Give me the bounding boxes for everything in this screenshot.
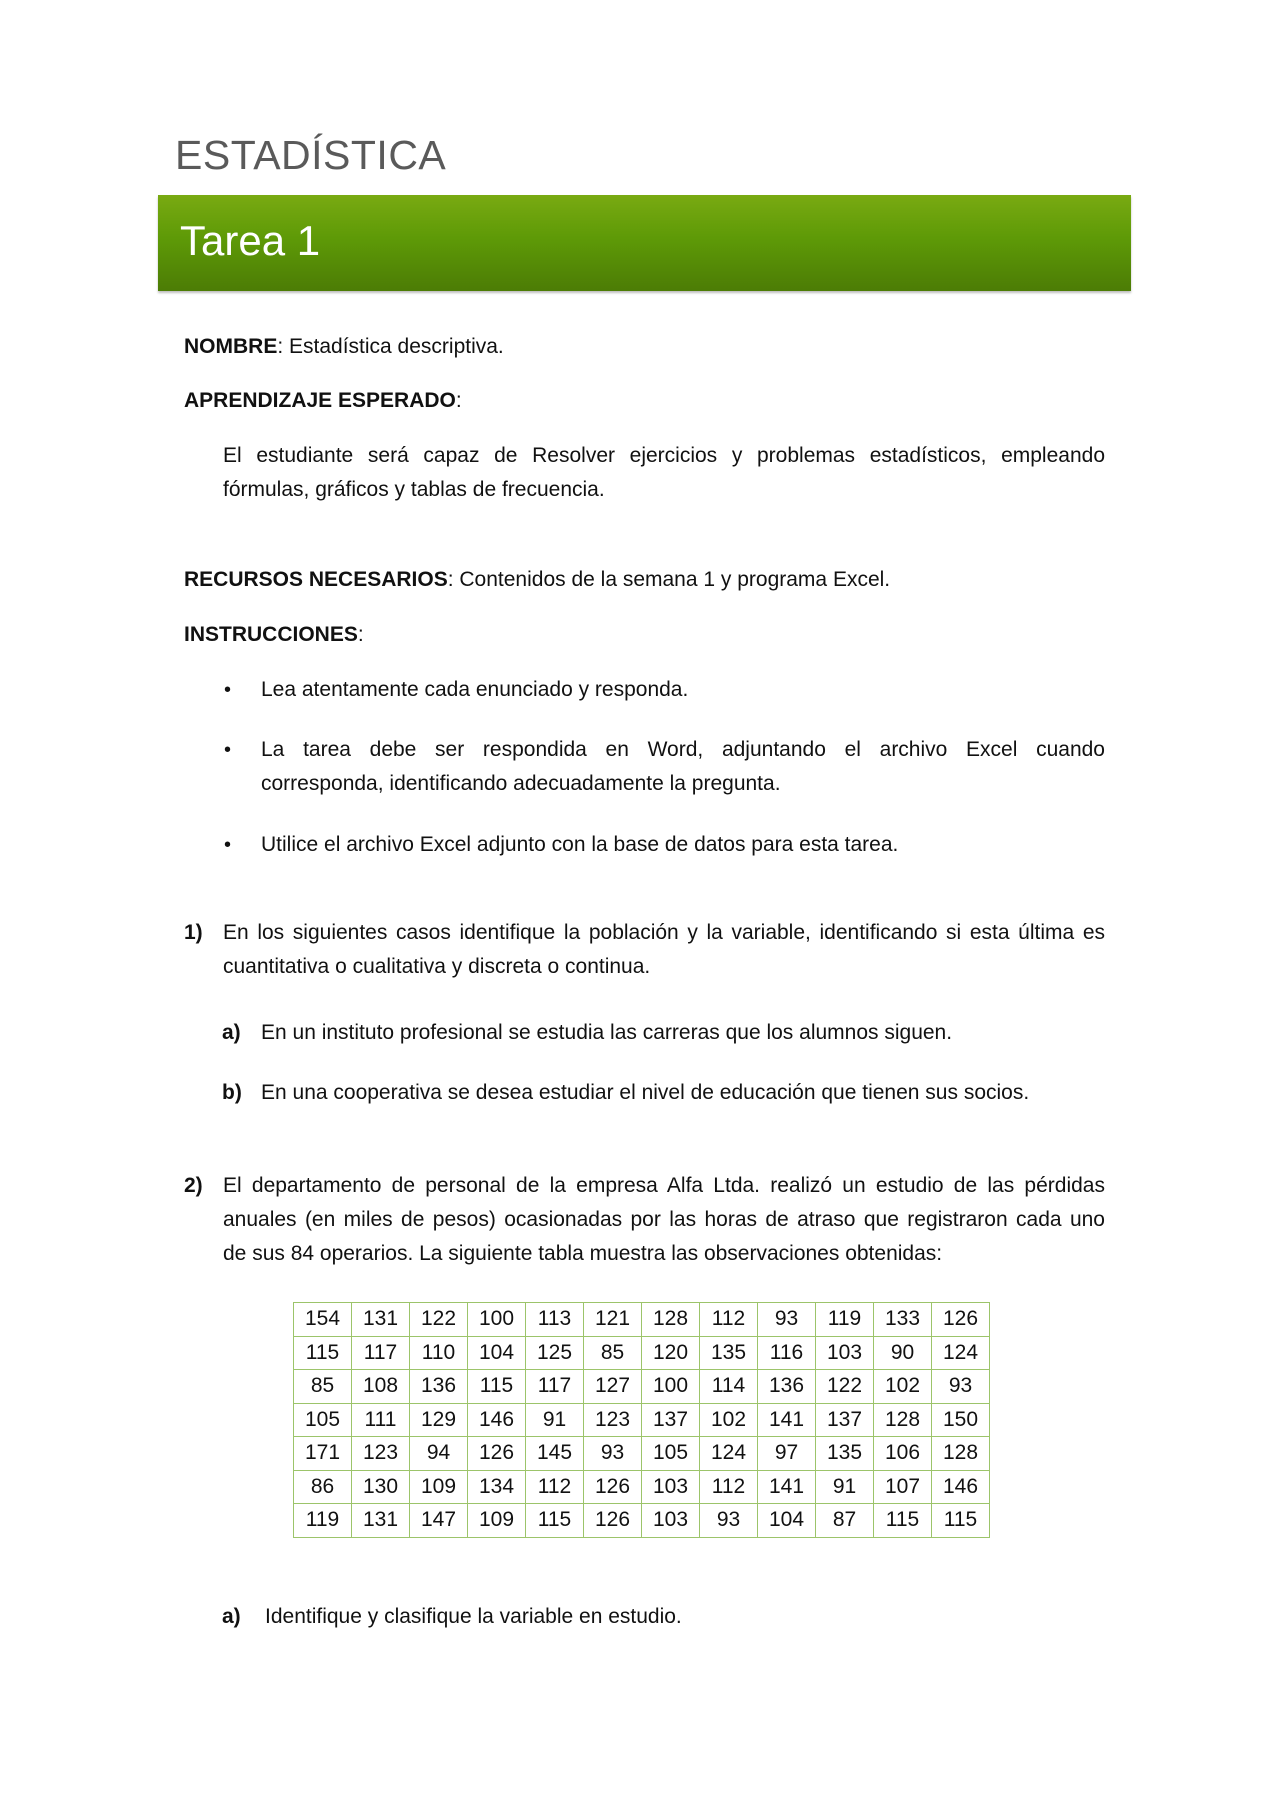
table-cell: 128	[874, 1403, 932, 1437]
table-cell: 130	[352, 1470, 410, 1504]
table-cell: 137	[816, 1403, 874, 1437]
table-cell: 123	[584, 1403, 642, 1437]
table-cell: 123	[352, 1437, 410, 1471]
table-cell: 107	[874, 1470, 932, 1504]
table-cell: 146	[468, 1403, 526, 1437]
table-cell: 128	[642, 1303, 700, 1337]
table-cell: 122	[816, 1370, 874, 1404]
table-cell: 103	[642, 1470, 700, 1504]
question-1-line2: cuantitativa o cualitativa y discreta o continua.	[223, 955, 651, 978]
table-cell: 150	[932, 1403, 990, 1437]
subquestion-label: b)	[222, 1081, 242, 1104]
question-2-text	[223, 1169, 1105, 1271]
table-cell: 109	[468, 1504, 526, 1538]
table-cell: 100	[468, 1303, 526, 1337]
question-2-line3: de sus 84 operarios. La siguiente tabla muestra las observaciones obtenidas:	[223, 1242, 943, 1265]
aprendizaje-label: APRENDIZAJE ESPERADO	[184, 389, 456, 412]
table-row	[294, 1437, 990, 1471]
question-number: 2)	[184, 1174, 203, 1197]
table-cell: 121	[584, 1303, 642, 1337]
table-cell: 131	[352, 1303, 410, 1337]
table-cell: 124	[932, 1336, 990, 1370]
observations-table	[293, 1302, 990, 1538]
table-cell: 103	[642, 1504, 700, 1538]
table-cell: 112	[700, 1303, 758, 1337]
table-cell: 87	[816, 1504, 874, 1538]
aprendizaje-text-line1: El estudiante será capaz de Resolver ejercicios y problemas estadísticos, empleando	[223, 444, 1105, 467]
table-cell: 117	[526, 1370, 584, 1404]
table-cell: 124	[700, 1437, 758, 1471]
table-cell: 135	[816, 1437, 874, 1471]
table-cell: 154	[294, 1303, 352, 1337]
instrucciones-heading	[184, 618, 364, 652]
table-cell: 105	[642, 1437, 700, 1471]
table-cell: 103	[816, 1336, 874, 1370]
table-cell: 117	[352, 1336, 410, 1370]
table-cell: 91	[526, 1403, 584, 1437]
table-cell: 104	[468, 1336, 526, 1370]
table-cell: 141	[758, 1470, 816, 1504]
table-cell: 93	[700, 1504, 758, 1538]
recursos-line	[184, 563, 890, 597]
table-cell: 114	[700, 1370, 758, 1404]
instruction-item	[261, 733, 1105, 801]
aprendizaje-colon: :	[455, 389, 462, 412]
table-cell: 129	[410, 1403, 468, 1437]
table-cell: 86	[294, 1470, 352, 1504]
table-cell: 112	[700, 1470, 758, 1504]
question-1-text	[223, 916, 1105, 984]
table-row	[294, 1370, 990, 1404]
instruction-item-line1: La tarea debe ser respondida en Word, adjuntando el archivo Excel cuando	[261, 738, 1105, 761]
table-cell: 125	[526, 1336, 584, 1370]
table-cell: 110	[410, 1336, 468, 1370]
table-cell: 115	[874, 1504, 932, 1538]
instruction-item-line2: corresponda, identificando adecuadamente la pregunta.	[261, 772, 781, 795]
table-cell: 85	[294, 1370, 352, 1404]
instrucciones-label: INSTRUCCIONES	[184, 623, 358, 646]
aprendizaje-heading	[184, 384, 462, 418]
table-cell: 135	[700, 1336, 758, 1370]
table-cell: 112	[526, 1470, 584, 1504]
task-banner	[158, 195, 1131, 291]
table-cell: 126	[584, 1470, 642, 1504]
subquestion-text: En un instituto profesional se estudia las carreras que los alumnos siguen.	[261, 1021, 953, 1044]
table-cell: 90	[874, 1336, 932, 1370]
table-cell: 126	[468, 1437, 526, 1471]
nombre-value: : Estadística descriptiva.	[277, 335, 504, 358]
recursos-label: RECURSOS NECESARIOS	[184, 568, 448, 591]
table-cell: 171	[294, 1437, 352, 1471]
table-row	[294, 1504, 990, 1538]
instruction-item: Lea atentamente cada enunciado y responda.	[261, 678, 689, 701]
subquestion-text: Identifique y clasifique la variable en estudio.	[265, 1605, 682, 1628]
table-row	[294, 1470, 990, 1504]
table-cell: 93	[584, 1437, 642, 1471]
table-cell: 115	[468, 1370, 526, 1404]
table-cell: 115	[526, 1504, 584, 1538]
table-cell: 126	[584, 1504, 642, 1538]
table-cell: 109	[410, 1470, 468, 1504]
bullet-icon: •	[224, 834, 232, 856]
table-cell: 134	[468, 1470, 526, 1504]
bullet-icon: •	[224, 679, 232, 701]
table-cell: 111	[352, 1403, 410, 1437]
bullet-icon: •	[224, 739, 232, 761]
recursos-value: : Contenidos de la semana 1 y programa Excel.	[447, 568, 891, 591]
subject-title: ESTADÍSTICA	[175, 132, 447, 178]
table-cell: 113	[526, 1303, 584, 1337]
table-cell: 131	[352, 1504, 410, 1538]
table-cell: 119	[294, 1504, 352, 1538]
table-cell: 120	[642, 1336, 700, 1370]
table-cell: 100	[642, 1370, 700, 1404]
table-cell: 102	[700, 1403, 758, 1437]
instruction-item: Utilice el archivo Excel adjunto con la base de datos para esta tarea.	[261, 833, 899, 856]
table-cell: 136	[758, 1370, 816, 1404]
task-title: Tarea 1	[180, 217, 321, 264]
table-cell: 102	[874, 1370, 932, 1404]
table-cell: 119	[816, 1303, 874, 1337]
table-cell: 91	[816, 1470, 874, 1504]
question-2-line1: El departamento de personal de la empresa Alfa Ltda. realizó un estudio de las pérdidas	[223, 1174, 1105, 1197]
table-cell: 106	[874, 1437, 932, 1471]
table-cell: 108	[352, 1370, 410, 1404]
table-cell: 97	[758, 1437, 816, 1471]
nombre-line	[184, 330, 504, 364]
table-cell: 141	[758, 1403, 816, 1437]
table-cell: 122	[410, 1303, 468, 1337]
aprendizaje-paragraph	[223, 439, 1105, 507]
subquestion-label: a)	[222, 1605, 241, 1628]
table-row	[294, 1336, 990, 1370]
question-1-line1: En los siguientes casos identifique la población y la variable, identificando si esta última es	[223, 921, 1105, 944]
question-number: 1)	[184, 921, 203, 944]
table-cell: 126	[932, 1303, 990, 1337]
table-cell: 93	[758, 1303, 816, 1337]
table-cell: 137	[642, 1403, 700, 1437]
table-row	[294, 1303, 990, 1337]
instrucciones-colon: :	[357, 623, 364, 646]
table-cell: 85	[584, 1336, 642, 1370]
aprendizaje-text-line2: fórmulas, gráficos y tablas de frecuencia.	[223, 478, 605, 501]
table-cell: 145	[526, 1437, 584, 1471]
table-cell: 136	[410, 1370, 468, 1404]
table-cell: 115	[294, 1336, 352, 1370]
table-cell: 104	[758, 1504, 816, 1538]
nombre-label: NOMBRE	[184, 335, 278, 358]
subquestion-text: En una cooperativa se desea estudiar el nivel de educación que tienen sus socios.	[261, 1081, 1030, 1104]
table-cell: 116	[758, 1336, 816, 1370]
table-row	[294, 1403, 990, 1437]
table-cell: 133	[874, 1303, 932, 1337]
table-cell: 93	[932, 1370, 990, 1404]
table-cell: 105	[294, 1403, 352, 1437]
subquestion-label: a)	[222, 1021, 241, 1044]
question-2-line2: anuales (en miles de pesos) ocasionadas por las horas de atraso que registraron cada uno	[223, 1208, 1105, 1231]
table-cell: 115	[932, 1504, 990, 1538]
table-cell: 94	[410, 1437, 468, 1471]
table-cell: 128	[932, 1437, 990, 1471]
table-cell: 147	[410, 1504, 468, 1538]
table-cell: 127	[584, 1370, 642, 1404]
table-cell: 146	[932, 1470, 990, 1504]
